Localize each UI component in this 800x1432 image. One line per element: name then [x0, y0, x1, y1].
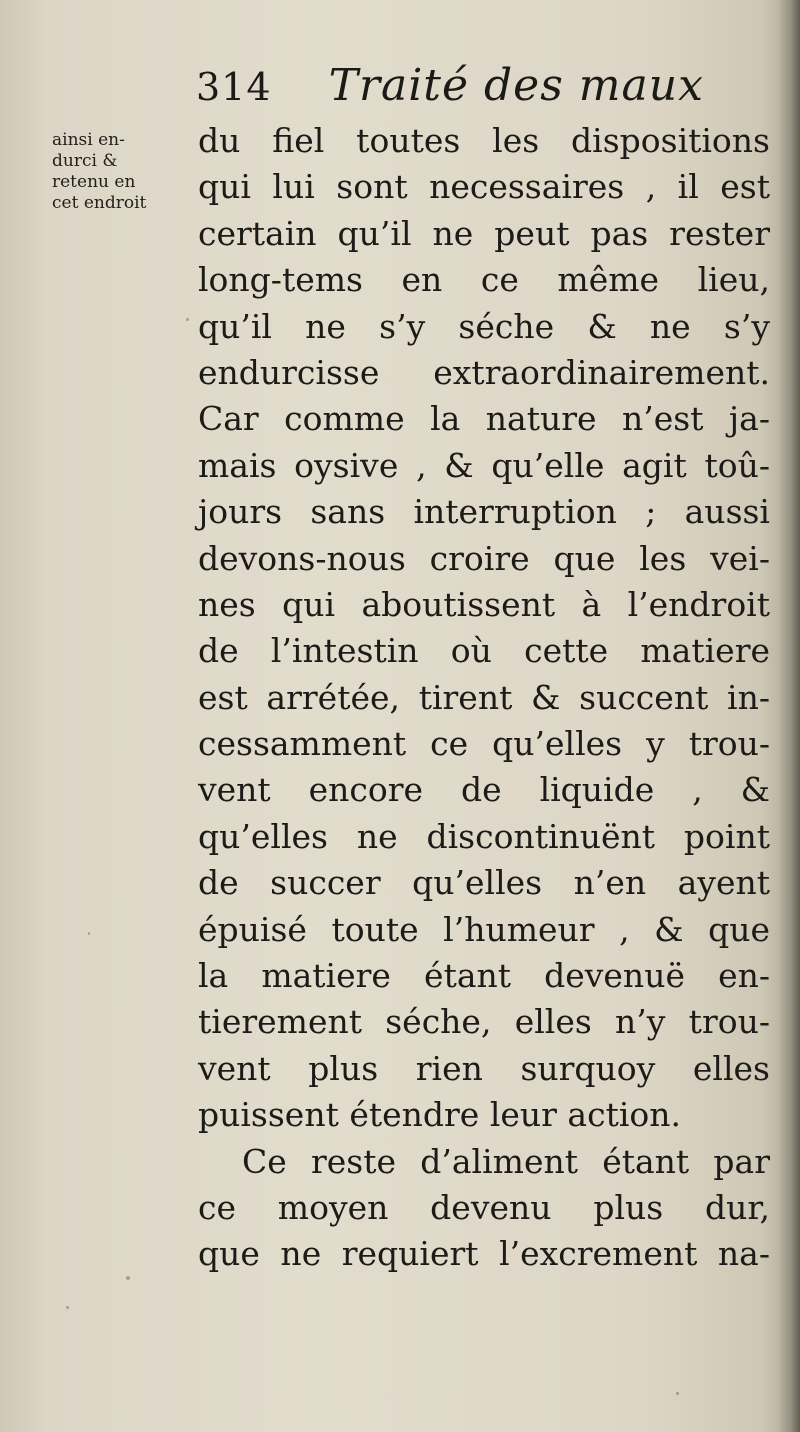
- body-text: [198, 118, 770, 1278]
- text-line: est arrétée, tirent & succent in-: [198, 677, 770, 717]
- paper-fleck: [66, 1306, 69, 1309]
- marginal-note-line: cet endroit: [52, 193, 147, 213]
- marginal-note: [52, 130, 192, 214]
- paper-fleck: [676, 1392, 679, 1395]
- page-number: 314: [196, 65, 272, 109]
- page-gutter-shadow: [778, 0, 800, 1432]
- paragraph-start-line: Ce reste d’aliment étant par: [242, 1141, 770, 1181]
- text-line: mais oysive , & qu’elle agit toû-: [198, 445, 770, 485]
- marginal-note-line: ainsi en-: [52, 130, 125, 150]
- text-line: épuisé toute l’humeur , & que: [198, 909, 770, 949]
- text-line: de l’intestin où cette matiere: [198, 631, 770, 671]
- text-line: nes qui aboutissent à l’endroit: [198, 584, 770, 624]
- text-line: ce moyen devenu plus dur,: [198, 1187, 770, 1227]
- text-line: jours sans interruption ; aussi: [198, 492, 770, 532]
- paper-fleck: [126, 1276, 130, 1280]
- running-head: [196, 60, 704, 111]
- text-line: certain qu’il ne peut pas rester: [198, 213, 770, 253]
- running-head-title: Traité des maux: [328, 60, 704, 111]
- text-line: long-tems en ce même lieu,: [198, 260, 770, 300]
- text-line: qu’elles ne discontinuënt point: [198, 816, 770, 856]
- paper-fleck: [186, 318, 189, 321]
- paper-fleck: [88, 932, 90, 935]
- text-line: cessamment ce qu’elles y trou-: [198, 724, 770, 764]
- text-line: qu’il ne s’y séche & ne s’y: [198, 306, 770, 346]
- text-line: que ne requiert l’excrement na-: [198, 1234, 770, 1274]
- text-line: vent encore de liquide , &: [198, 770, 770, 810]
- text-line: de succer qu’elles n’en ayent: [198, 863, 770, 903]
- text-line: du fiel toutes les dispositions: [198, 121, 770, 160]
- text-line: endurcisse extraordinairement.: [198, 352, 770, 392]
- marginal-note-line: durci &: [52, 151, 118, 171]
- text-line: tierement séche, elles n’y trou-: [198, 1002, 770, 1042]
- text-line: devons-nous croire que les vei-: [198, 538, 770, 578]
- text-line: Car comme la nature n’est ja-: [198, 399, 770, 439]
- marginal-note-line: retenu en: [52, 172, 136, 192]
- text-line: qui lui sont necessaires , il est: [198, 167, 770, 207]
- text-line: la matiere étant devenuë en-: [198, 956, 770, 996]
- text-line: vent plus rien surquoy elles: [198, 1048, 770, 1088]
- text-line: puissent étendre leur action.: [198, 1095, 682, 1135]
